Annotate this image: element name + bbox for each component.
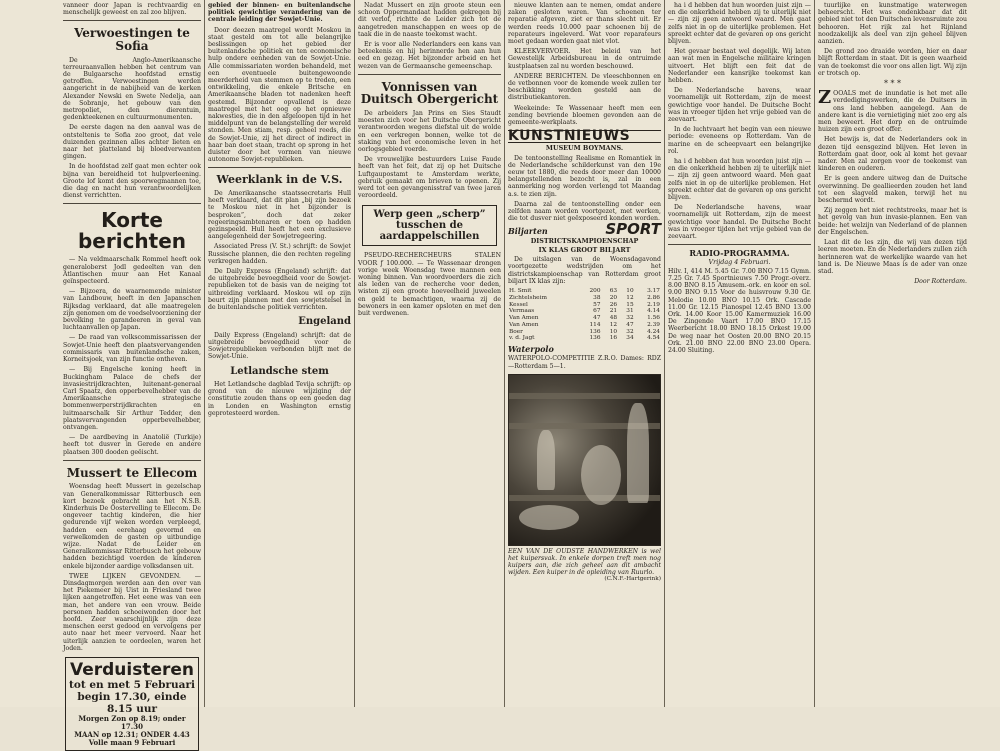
standings-cell: 67 bbox=[593, 308, 601, 315]
paragraph: De Daily Express (Engeland) schrijft: dat de uitgebreide bevoegdheid voor de Sowjet-republieken tot de basis van de neiging tot uitbreiding verklaard. Moskou wil op zijn beurt zijn plannen met den sowjetstelsel in de buitenlandsche politiek verrichten. bbox=[208, 268, 351, 312]
standings-cell: 48 bbox=[609, 315, 618, 322]
paragraph: De tentoonstelling Realisme en Romantiek in de Nederlandsche schilderkunst van den 19e eeuw tot 1880, die reeds door meer dan 10000 belangstellenden bezocht is, zal in een aanmerking nog worden verlengd tot Maandag a.s. te zien zijn. bbox=[508, 154, 661, 198]
standings-cell: Zichtelsheim bbox=[509, 294, 547, 301]
standings-cell: Boer bbox=[509, 328, 523, 335]
waterpolo-label: Waterpolo bbox=[508, 344, 554, 355]
waterpolo-header bbox=[508, 346, 661, 353]
standings-row bbox=[508, 288, 661, 295]
kuiper-photo bbox=[508, 374, 661, 546]
headline-weerklank: Weerklank in de V.S. bbox=[216, 173, 343, 187]
zoals-article bbox=[818, 87, 967, 275]
paragraph: Zij zeggen het niet rechtstreeks, maar het is het gevolg van hun invasie-plannen. Een van beide: het welzijn van Nederland of de plannen der Engelschen. bbox=[818, 207, 967, 236]
paragraph: Weekeinde: Te Wassenaar heeft men een zending bevriende bloemen gevonden aan de gemeente-werkplaats. bbox=[508, 104, 661, 127]
verduisteren-line: begin 17.30, einde 8.15 uur bbox=[77, 691, 187, 715]
radio-programme: Hilv. I, 414 M. 5.45 Gr. 7.00 BNO 7.15 Gymn. 7.25 Gr. 7.45 Sportnieuws 7.50 Progr.-overz. 8.00 BNO 8.15 Amusem.-ork. en koor en sol. 9.00 BNO 9.15 Voor de huisvrouw 9.30 Gr. Melodie 10.00 BNO 10.15 Ork. Cascade 11.00 Gr. 12.15 Pianospel 12.45 BNO 13.00 Ork. 14.00 Koor 15.00 Kamermuziek 16.00 De Zingende Vaart 17.00 BNO 17.15 Weerbericht 18.00 BNO 18.15 Orkest 19.00 De weg naar het Oosten 20.00 BNO 20.15 Ork. 21.00 BNO 22.00 BNO 23.00 Opera. 24.00 Sluiting. bbox=[668, 267, 811, 354]
verduisteren-line: Morgen Zon op 8.19; onder 17.30 bbox=[78, 714, 186, 731]
billiards-standings bbox=[508, 288, 661, 342]
paragraph: ha i d hebben dat hun woorden juist zijn — en die onkerkheid hebben zij te uiterlijk niet — zijn zij geen antwoord waard. Men gaat zelfs niet in op de uiterlijke problemen. Het spreekt echter dat de gevaren op ons gericht blijven. bbox=[668, 2, 811, 46]
column-3 bbox=[355, 0, 505, 707]
news-brief: — Na veldmaarschalk Rommel heeft ook generaloberst Jodl gedeelten van den Atlantischen muur aan Het Kanaal geïnspecteerd. bbox=[63, 256, 201, 286]
standings-cell: 2.86 bbox=[647, 294, 660, 301]
paragraph: ANDERE BERICHTEN. De vleeschbonnen en de vetbonnen voor de komende week zullen ter beschikking worden gesteld aan de distributiekantoren. bbox=[508, 72, 661, 102]
paragraph: De vrouwelijke bestuurders Luise Faude heeft van het feit, dat zij op het Duitsche Luftgaupostamt te Amsterdam werkte, gebruik gemaakt om brieven te openen. Zij werd tot een gevangenisstraf van twee jaren veroordeeld. bbox=[358, 156, 501, 200]
paragraph: Het Letlandsche dagblad Tevija schrijft: op grond van de nieuwe wijziging der constitutie zouden thans op een goeden dag in Londen en Washington ernstig geprotesteerd worden. bbox=[208, 381, 351, 417]
standings-cell: 47 bbox=[626, 321, 634, 328]
standings-cell: 10 bbox=[609, 328, 618, 335]
paragraph: Daarna zal de tentoonstelling onder een zelfden naam worden voortgezet, met werken, die tot dusver niet geëxposeerd konden worden. bbox=[508, 200, 661, 223]
standings-cell: 20 bbox=[609, 294, 618, 301]
column-5 bbox=[665, 0, 815, 707]
standings-row bbox=[508, 315, 661, 322]
standings-cell: 1.56 bbox=[647, 315, 660, 322]
verduisteren-box bbox=[65, 657, 199, 751]
paragraph: In de luchtvaart het begin van een nieuwe periode: eveneens op Rotterdam. Van de marine en de scheepvaart een belangrijke rol. bbox=[668, 126, 811, 155]
standings-cell: 10 bbox=[626, 287, 634, 294]
divider bbox=[358, 74, 501, 75]
drop-cap: Z bbox=[818, 87, 832, 109]
standings-cell: Van Amen bbox=[509, 321, 539, 328]
paragraph: OOALS met de inundatie is het met alle verdedigingswerken, die de Duitsers in ons land hebben aangelegd. Aan de andere kant is die vernietiging niet zoo erg als men beweert. Het dorp en de ontruimde huizen zijn een groot offer. bbox=[818, 90, 967, 134]
paragraph: tuurlijke en kunstmatige waterwegen beheerscht. Het was ondenkbaar dat dit gebied niet tot den Duitschen levensruimte zou behooren. Het rijk zal het Rijnland noodzakelijk als deel van zijn geheel blijven aanzien. bbox=[818, 2, 967, 46]
verduisteren-line: tot en met 5 Februari bbox=[69, 679, 195, 691]
standings-cell: 26 bbox=[609, 301, 618, 308]
standings-cell: 2.39 bbox=[647, 321, 660, 328]
biljarten-label: Biljarten bbox=[508, 226, 548, 237]
paragraph: Daily Express (Engeland) schrijft: dat de uitgebreide bevoegdheid voor de Sowjetrepublieken verbonden blijft met de Sowjet-Unie. bbox=[208, 331, 351, 361]
headline-korte-berichten: Korte berichten bbox=[77, 208, 187, 254]
standings-cell: 12 bbox=[626, 294, 634, 301]
lijken-article: TWEE LIJKEN GEVONDEN. — Dinsdagmorgen werden aan den over van het Piekemeer bij Uist in Friesland twee lijken aangetroffen. Het eene was van een man, het andere van een vrouw. Beide personen hadden schoeiwonden door het hoofd. Zeer waarschijnlijk zijn deze menschen eerst gedood en vervolgens per auto naar het meer vervoerd. Naar het uiterlijk aanzien te oordeelen, waren het Joden. bbox=[63, 572, 201, 652]
paragraph: De Nederlandsche havens, waar voornamelijk uit Rotterdam, zijn de meest gewichtige voor handel. De Duitsche Bocht was in vroeger tijden het vrije gebied van de zeevaart. bbox=[668, 87, 811, 124]
news-brief: — Bijzoera, de waarnemende minister van Landbouw, heeft in den Japanschen Rijksdag verklaard, dat alle maatregelen zijn genomen om de voedselvoorziening der bevolking te garandeeren in geval van luchtaanvallen op Japan. bbox=[63, 288, 201, 332]
paragraph: Het gevaar bestaat wel degelijk. Wij laten aan wat men in Engelsche militaire kringen uitvoert. Het blijft een feit dat de Nederlander een kansrijke toekomst kan hebben. bbox=[668, 48, 811, 85]
paragraph: KLEEKVERVOER. Het beleid van het Gewestelijk Arbeidsbureau in de ontruimde kustplaatsen zal nu worden beschouwd. bbox=[508, 48, 661, 70]
standings-row bbox=[508, 295, 661, 302]
paragraph: Het bewijs is, dat de Nederlanders ook in dezen tijd eensgezind blijven. Het leven in Rotterdam gaat door, ook al komt het gevaar nader. Men zal zorgen voor de toekomst van kinderen en ouderen. bbox=[818, 136, 967, 173]
col2-top-fragment: gebied der binnen- en buitenlandsche politiek gewichtige verandering van de centrale leiding der Sowjet-Unie. bbox=[208, 2, 351, 24]
standings-cell: Van Amen bbox=[509, 315, 539, 322]
standings-cell: 136 bbox=[589, 335, 601, 342]
verduisteren-title: Verduisteren bbox=[69, 660, 195, 680]
standings-cell: 32 bbox=[626, 315, 634, 322]
standings-cell: 15 bbox=[626, 301, 634, 308]
standings-cell: 200 bbox=[589, 287, 601, 294]
sport-header bbox=[508, 220, 661, 239]
standings-row bbox=[508, 308, 661, 315]
standings-cell: 4.14 bbox=[647, 308, 660, 315]
standings-cell: Kessel bbox=[509, 301, 528, 308]
standings-row bbox=[508, 329, 661, 336]
kunstnieuws-heading: KUNSTNIEUWS bbox=[508, 130, 661, 143]
column-6 bbox=[815, 0, 970, 707]
kunst-subheading: MUSEUM BOYMANS. bbox=[545, 144, 624, 153]
paragraph: WATERPOLO-COMPETITIE Z.R.O. Dames: RDZ—Rotterdam 5—1. bbox=[508, 355, 661, 370]
paragraph: De uitslagen van de Woensdagavond voortgezette wedstrijden om het districtskampioenschap van Rotterdam groot biljart IX klas zijn: bbox=[508, 256, 661, 285]
paragraph: Er is voor alle Nederlanders een kans van beteekenis en hij herinnerde hen aan hun eed en gezag. Het bijzonder arbeid en het wezen van de Germaansche gemeenschap. bbox=[358, 41, 501, 70]
headline-mussert: Mussert te Ellecom bbox=[66, 465, 198, 480]
aardappelschillen-box: Werp geen „scherp” tusschen de aardappelschillen bbox=[362, 205, 497, 246]
sofia-article bbox=[63, 57, 201, 200]
paragraph: De arbeiders Jan Prins en Sies Staudt moesten zich voor het Duitsche Obergericht verantwoorden wegens diefstal uit de wolde en een verkregen bonnen, welke tot de staking van het economische leven in het oorlogsgebied voerde. bbox=[358, 110, 501, 154]
divider bbox=[63, 203, 201, 204]
news-brief: — De raad van volkscommissarissen der Sowjet-Unie heeft den plaatsvervangenden commissaris van buitenlandsche zaken, Korneitsjoek, van zijn functie ontheven. bbox=[63, 334, 201, 364]
news-brief: — De aardbeving in Anatolië (Turkije) heeft tot dusver in Gerede en andere plaatsen 300 dooden geëischt. bbox=[63, 434, 201, 456]
headline-vonnissen: Vonnissen van Duitsch Obergericht bbox=[360, 79, 499, 107]
headline-sofia: Verwoestingen te Sofia bbox=[74, 26, 190, 53]
standings-cell: 12 bbox=[609, 321, 618, 328]
paragraph: nieuwe klanten aan te nemen, omdat andere zaken gesloten waren. Van schoenen ter reparatie afgeven, ziet er thans slecht uit. Er werden reeds 10.000 paar schoenen bij de reparateurs ingeleverd. Wat voor reparateurs moet gedaan worden gaat niet vlot. bbox=[508, 2, 661, 46]
standings-cell: 136 bbox=[589, 328, 601, 335]
standings-cell: 114 bbox=[589, 321, 601, 328]
headline-letland: Letlandsche stem bbox=[230, 365, 329, 377]
radio-heading: RADIO-PROGRAMMA. bbox=[689, 248, 790, 259]
standings-cell: 31 bbox=[626, 308, 634, 315]
standings-cell: 38 bbox=[593, 294, 601, 301]
paragraph: De Nederlandsche havens, waar voornamelijk uit Rotterdam, zijn de meest gewichtige voor handel. De Duitsche Bocht was in vroeger tijden het vrije gebied van de zeevaart. bbox=[668, 204, 811, 241]
paragraph: In de hoofdstad zelf gaat men echter ook bijna van bereidheid tot hulpverleening. Groote lof komt den spoorwegmannen toe, die dag en nacht hun verantwoordelijken dienst verrichtten. bbox=[63, 163, 201, 200]
paragraph: De Amerikaansche staatssecretaris Hull heeft verklaard, dat dit plan „bij zijn bezoek te Moskou niet in het bijzonder is besproken”, doch dat zeker regeeringsambtenaren er toen op hadden gezinspeeld. Hull heeft het een exclusieve aangelegenheid der Sowjetregeering. bbox=[208, 190, 351, 241]
standings-cell: 47 bbox=[593, 315, 601, 322]
column-1 bbox=[60, 0, 205, 747]
headline-engeland: Engeland bbox=[298, 316, 351, 328]
standings-cell: 4.24 bbox=[647, 328, 660, 335]
standings-row bbox=[508, 322, 661, 329]
news-brief: — Bij Engelsche koning heeft in Buckingham Palace de chefs der invasiestrijdkrachten, luitenant-generaal Carl Spaatz, den opperbevelhebber van de Amerikaansche strategische bommenwerperstrijdkrachten en luitmaarschalk Sir Arthur Tedder, den plaatsvervangenden opperbevelhebber, ontvangen. bbox=[63, 366, 201, 431]
paragraph: De grond zoo draaide worden, hier en daar blijft Rotterdam in staat. Dit is geen waarheid van de toekomst die voor ons allen ligt. Wij zijn er trotsch op. bbox=[818, 48, 967, 77]
standings-cell: 63 bbox=[609, 287, 618, 294]
standings-cell: 4.54 bbox=[647, 335, 660, 342]
photo-credit: (C.N.F.-Hartgerink) bbox=[604, 575, 661, 582]
paragraph: Er is geen andere uitweg dan de Duitsche overwinning. De geallieerden zouden het land tot een slagveld maken, terwijl het nu beschermd wordt. bbox=[818, 175, 967, 205]
signature: Door Rotterdam. bbox=[914, 278, 967, 286]
divider bbox=[63, 460, 201, 461]
section-stars: * * * bbox=[883, 79, 902, 89]
standings-row bbox=[508, 302, 661, 309]
paragraph: Door deezen maatregel wordt Moskou in staat gesteld om tot alle belangrijke beslissingen op het gebied der buitenlandsche politiek en ten economische hulp ondere eenheden van de Sowjet-Unie. Alle commissariaten worden behandeld, met een eventueele buitengewoonde meerderheid van stemmen op te treden, een ontwikkeling, die enkele Britsche en Amerikaansche bladen tot nadenken heeft gestemd. Bijzonder opvallend is deze maatregel met het oog op het opnieuwe nakwesties, die in den afgeloopen tijd in het middelpunt van de belangstelling der wereld stonden. Men stiam, resp. geheel reeds, die de Sowjet-Unie, zij het direct of indirect in haar ban doet staan, tracht op sprong in het duister door het vormen van nieuwe autonome Sowjet-republieken. bbox=[208, 26, 351, 164]
paragraph: ha i d hebben dat hun woorden juist zijn — en die onkerkheid hebben zij te uiterlijk niet — zijn zij geen antwoord waard. Men gaat zelfs niet in op de uiterlijke problemen. Het spreekt echter dat de gevaren op ons gericht blijven. bbox=[668, 158, 811, 202]
paragraph: Nadat Mussert en zijn groote steun een schoon Oppermandaat hadden gekregen bij dit verlof, richtte de Leider zich tot de aangetreden manschappen en wees op de taak die in de naaste toekomst wacht. bbox=[358, 2, 501, 38]
standings-cell: H. Smit bbox=[509, 287, 532, 294]
standings-cell: 57 bbox=[593, 301, 601, 308]
paragraph: De Anglo-Amerikaansche terreuraanvallen hebben het centrum van de Bulgaarsche hoofdstad ernstig getroffen. Verwoestingen werden aangericht in de nabijheid van de kerken Alexander Newski en Swete Nedelja, aan de Sobranje, het gebouw van den metropoliet, den dierentuin, gedenkteekenen en cultuurmonumenten. bbox=[63, 56, 201, 122]
paragraph: Laat dit de les zijn, die wij van dezen tijd leeren moeten. En de Nederlanders zullen zich herinneren wat de werkelijke waarde van het land is. De Nieuwe Maas is de ader van onze stad. bbox=[818, 239, 967, 275]
standings-cell: 21 bbox=[609, 308, 618, 315]
korte-berichten-list bbox=[63, 256, 201, 455]
standings-cell: 34 bbox=[626, 335, 634, 342]
photo-caption: EEN VAN DE OUDSTE HANDWERKEN is wel het kuipersvak. In enkele dorpen treft men nog kuipers aan, die zich geheel aan dit ambacht wijden. Een kuiper in de opleiding van Ruurlo. bbox=[508, 547, 661, 576]
column-4 bbox=[505, 0, 665, 707]
divider bbox=[63, 20, 201, 21]
paragraph: Woensdag heeft Mussert in gezelschap van Generalkommissar Ritterbusch een kort bezoek gebracht aan het N.S.B. Kinderhuis De Oostervelling te Ellecom. De ongeveer tachtig kinderen, die hier gedurende vijf weken worden verpleegd, hadden een eerehaag gevormd en verwelkomden de gasten op uitbundige wijze. Nadat de Leider en Generalkommissar Ritterbusch het gebouw hadden bezichtigd voerden de kinderen enkele bijzonder aardige volksdansen uit. bbox=[63, 483, 201, 570]
column-2 bbox=[205, 0, 355, 707]
pseudo-rechercheurs-article: PSEUDO-RECHERCHEURS STALEN VOOR ƒ 100.000. — Te Wassenaar drongen vorige week Woensdag twee mannen een woning binnen. Van woordvoerders die zich als leden van de recherche voor deden, wisten zij een groote hoeveelheid juweelen en geld te bemachtigen, waarna zij de bewoners in een kamer opsloten en met den buit verdwenen. bbox=[358, 252, 501, 318]
divider bbox=[668, 244, 811, 245]
verduisteren-line: Volle maan 9 Februari bbox=[88, 738, 176, 747]
standings-cell: 3.17 bbox=[647, 287, 660, 294]
radio-date: Vrijdag 4 Februari. bbox=[708, 257, 771, 266]
standings-cell: 16 bbox=[609, 335, 618, 342]
paragraph: De eerste dagen na den aanval was de ontsteltenis te Sofia zoo groot, dat vele duizenden gezinnen alles achter lieten en naar het platteland bij bloedverwanten gingen. bbox=[63, 124, 201, 161]
standings-cell: v. d. Jagt bbox=[509, 335, 535, 342]
verduisteren-line: MAAN op 12.31; ONDER 4.43 bbox=[74, 730, 190, 739]
standings-cell: 32 bbox=[626, 328, 634, 335]
divider bbox=[208, 167, 351, 168]
standings-cell: 2.19 bbox=[647, 301, 660, 308]
standings-row bbox=[508, 335, 661, 342]
district-subtitle: IX KLAS GROOT BILJART bbox=[538, 245, 631, 254]
col1-top-fragment: vanneer door Japan is rechtvaardig en menschelijk geweest en zal zoo blijven. bbox=[63, 2, 201, 17]
sport-title: SPORT bbox=[605, 220, 661, 239]
district-title: DISTRICTSKAMPIOENSCHAP bbox=[530, 236, 639, 245]
standings-cell: Vermaas bbox=[509, 308, 535, 315]
paragraph: Associated Press (V. St.) schrijft: de Sowjet Russische plannen, die den rechten regeling verkregen hadden. bbox=[208, 243, 351, 265]
